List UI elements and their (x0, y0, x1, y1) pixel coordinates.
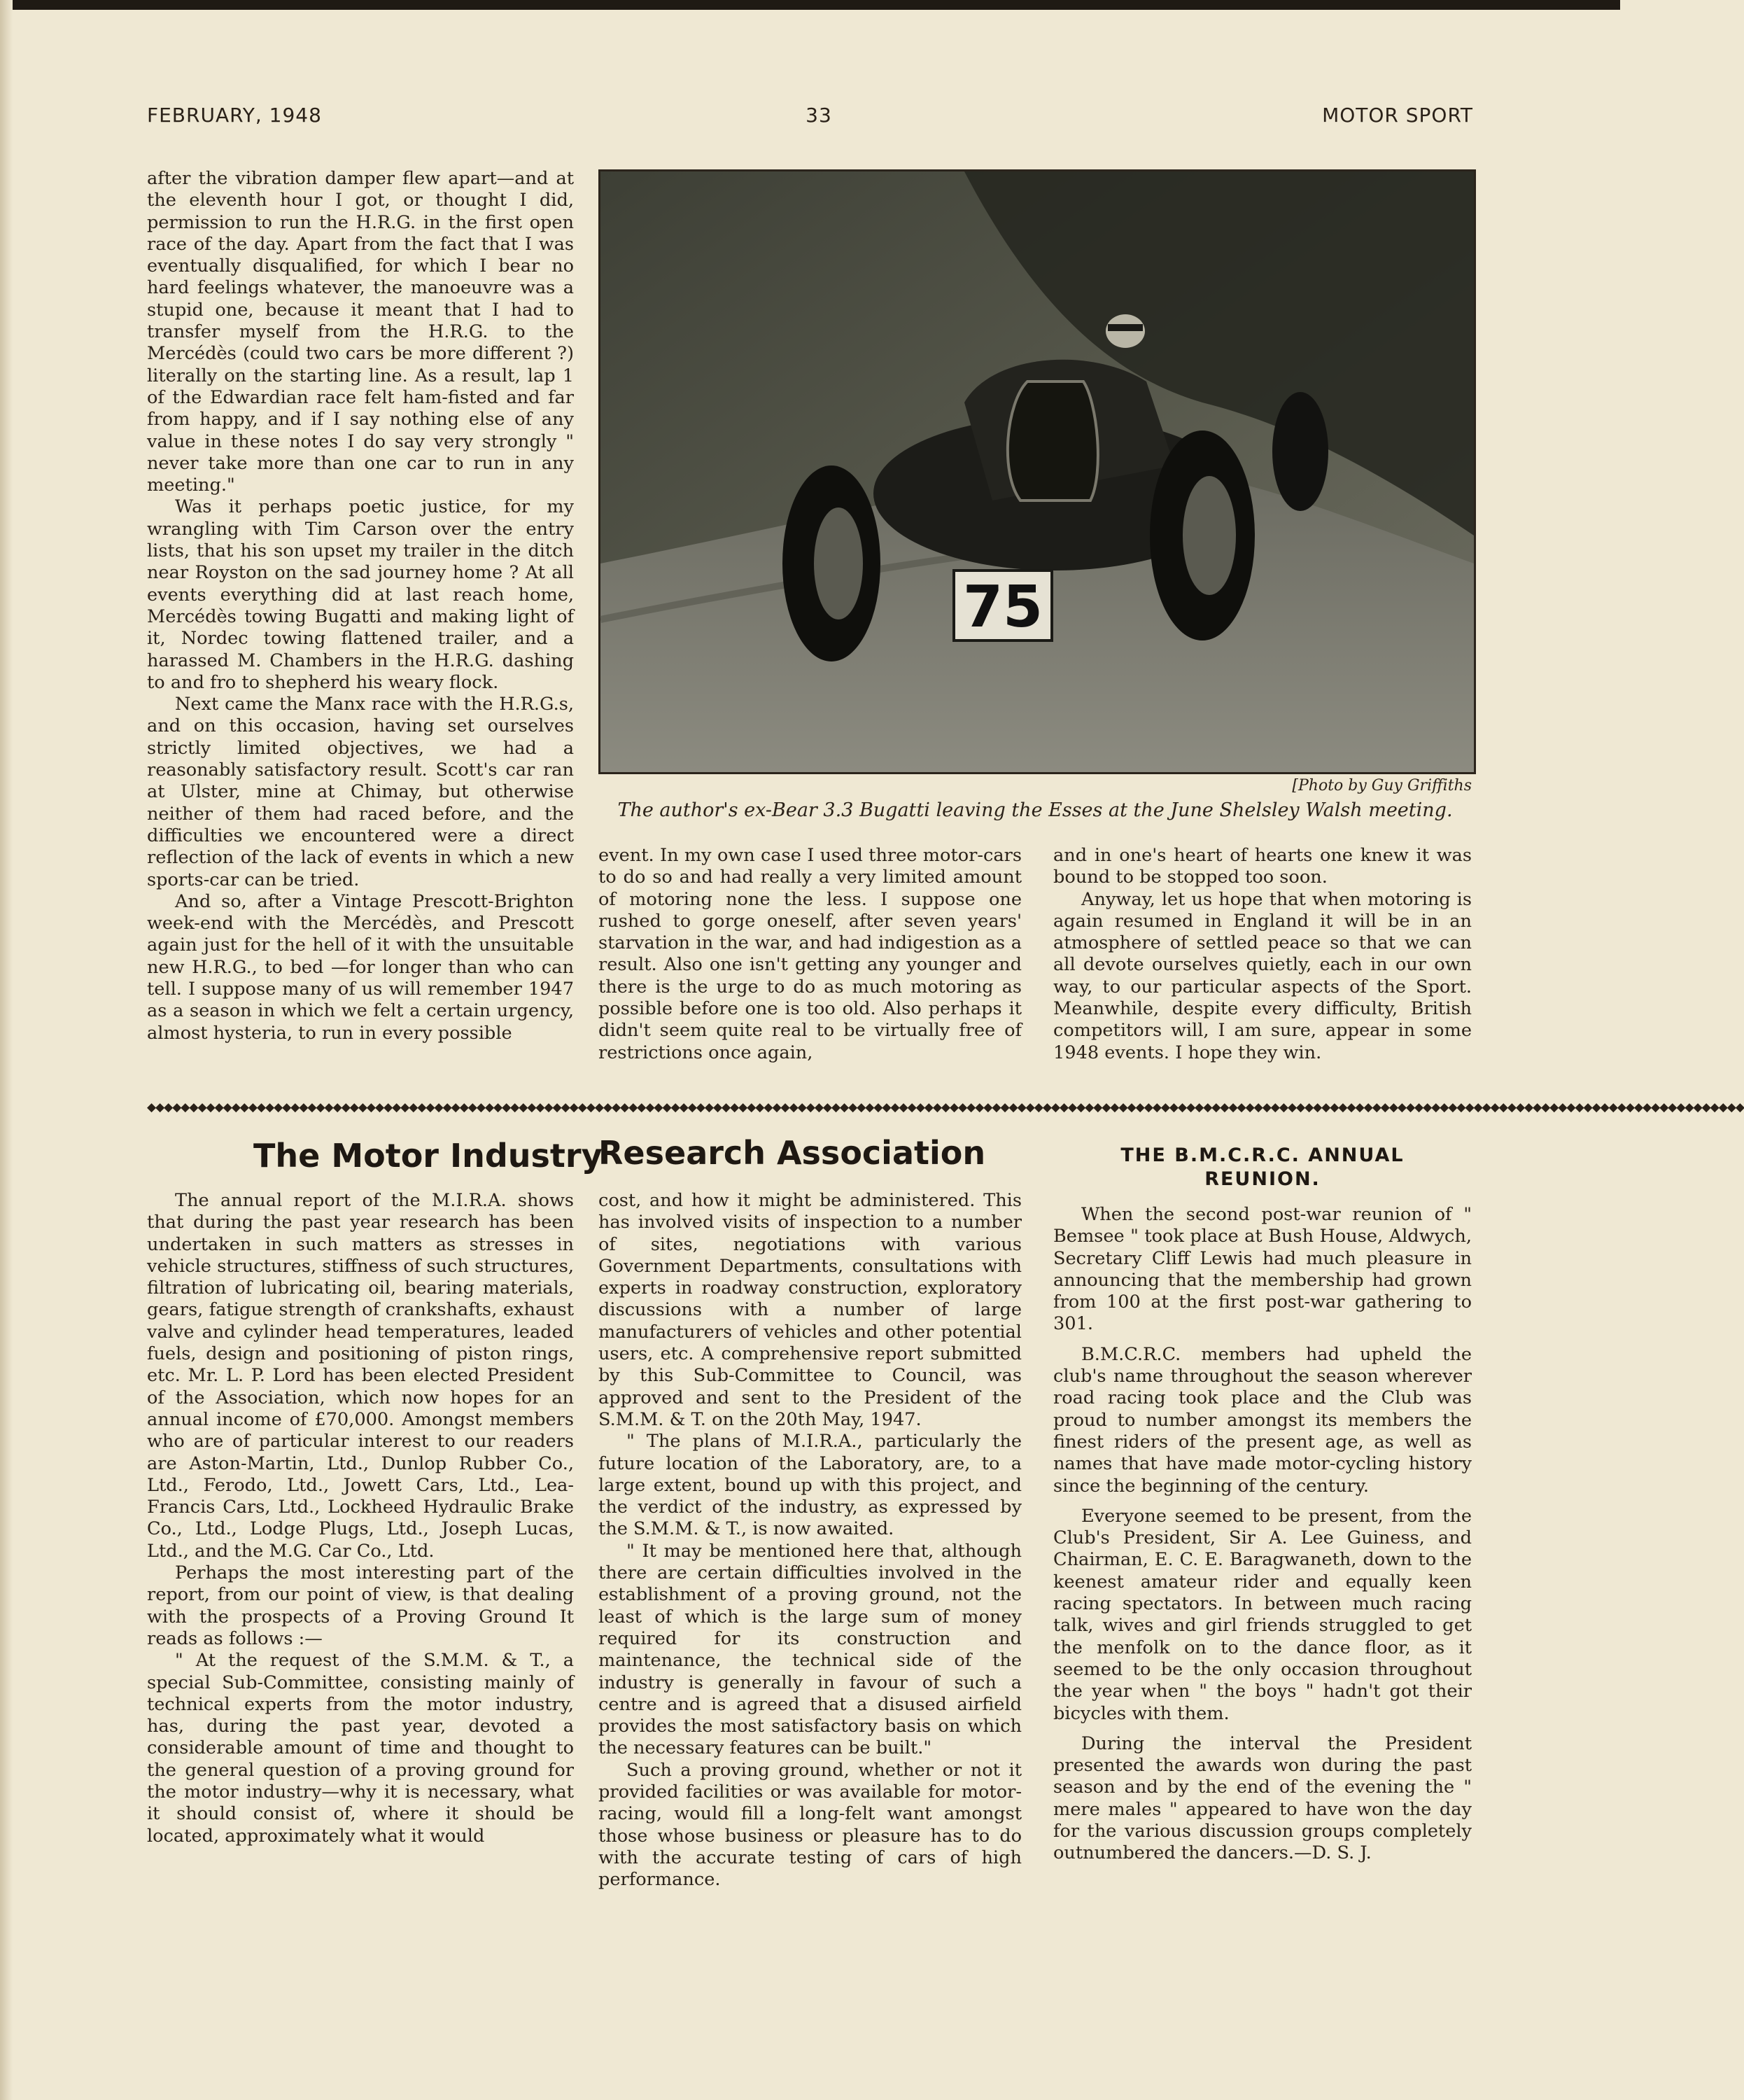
bugatti-photo (598, 169, 1476, 774)
radiator-grille (1008, 382, 1098, 500)
photo-credit: [Photo by Guy Griffiths (1292, 777, 1472, 794)
paragraph: cost, and how it might be administered. This has involved visits of inspection to a number of sites, negotiations with various Government Departments, consultations with experts in roadway construction, exploratory discussions with a number of large manufacturers of vehicles and other potential users, etc. A comprehensive report submitted by this Sub-Committee to Council, was approved and sent to the President of the S.M.M. & T. on the 20th May, 1947. (598, 1190, 1022, 1430)
paragraph: " The plans of M.I.R.A., particularly the future location of the Laboratory, are, to a large extent, bound up with this project, and the verdict of the industry, as expressed by the S.M.M. & T., is now awaited. (598, 1431, 1022, 1540)
article-top-middle-column (598, 845, 1022, 1064)
paragraph: " At the request of the S.M.M. & T., a special Sub-Committee, consisting mainly of technical experts from the motor industry, has, during the past year, devoted a considerable amount of time and thought to the general question of a proving ground for the motor industry—why it is necessary, what it should consist of, where it should be located, approximately what it would (147, 1650, 574, 1847)
header-page-number: 33 (806, 104, 832, 127)
header-date: FEBRUARY, 1948 (147, 104, 322, 127)
article-top-left-column (147, 168, 574, 1044)
paragraph: " It may be mentioned here that, although there are certain difficulties involved in the establishment of a proving ground, not the least of which is the large sum of money required for its construction and maintenance, the technical side of the industry is generally in favour of such a centre and is agreed that a disused airfield provides the most satisfactory basis on which the necessary features can be built." (598, 1540, 1022, 1759)
header-magazine-title: MOTOR SPORT (1322, 104, 1473, 127)
paragraph: event. In my own case I used three motor-cars to do so and had really a very limited amount of motoring none the less. I suppose one rushed to gorge oneself, after seven years' starvation in the war, and had indigestion as a result. Also one isn't getting any younger and there is the urge to do as much motoring as possible before one is too old. Also perhaps it didn't seem quite real to be virtually free of restrictions once again, (598, 845, 1022, 1063)
bmcrc-headline-line2: REUNION. (1204, 1168, 1321, 1190)
ornamental-rule: ◆◆◆◆◆◆◆◆◆◆◆◆◆◆◆◆◆◆◆◆◆◆◆◆◆◆◆◆◆◆◆◆◆◆◆◆◆◆◆◆◆◆◆◆◆◆◆◆◆◆◆◆◆◆◆◆◆◆◆◆◆◆◆◆◆◆◆◆◆◆◆◆◆◆◆◆◆◆◆◆◆◆◆◆◆◆◆◆◆◆◆◆◆◆◆◆◆◆◆◆◆◆◆◆◆◆◆◆◆◆◆◆◆◆◆◆◆◆◆◆◆◆◆◆◆◆◆◆◆◆◆◆◆◆◆◆◆◆◆◆◆◆◆◆◆◆◆◆◆◆◆◆◆◆◆◆◆◆◆◆◆◆◆◆◆◆◆◆◆◆◆◆◆◆◆◆◆◆◆◆◆◆◆◆◆◆◆◆◆ (147, 1100, 1744, 1114)
paragraph: after the vibration damper flew apart—and at the eleventh hour I got, or thought I did, permission to run the H.R.G. in the first open race of the day. Apart from the fact that I was eventually disqualified, for which I bear no hard feelings whatever, the manoeuvre was a stupid one, because it meant that I had to transfer myself from the H.R.G. to the Mercédès (could two cars be more different ?) literally on the starting line. As a result, lap 1 of the Edwardian race felt ham-fisted and far from happy, and if I say nothing else of any value in these notes I do say very strongly " never take more than one car to run in any meeting." (147, 168, 574, 496)
mira-left-column (147, 1190, 574, 1847)
bmcrc-column (1053, 1204, 1472, 1873)
scan-top-edge (0, 0, 1620, 10)
bmcrc-headline-line1: THE B.M.C.R.C. ANNUAL (1120, 1144, 1405, 1166)
paragraph: Such a proving ground, whether or not it provided facilities or was available for motor-racing, would fill a long-felt want amongst those whose business or pleasure has to do with the accurate testing of cars of high performance. (598, 1759, 1022, 1891)
paragraph: Next came the Manx race with the H.R.G.s, and on this occasion, having set ourselves strictly limited objectives, we had a reasonably satisfactory result. Scott's car ran at Ulster, mine at Chimay, but otherwise neither of them had raced before, and the difficulties we encountered were a direct reflection of the lack of events in which a new sports-car can be tried. (147, 694, 574, 890)
bmcrc-headline (1053, 1144, 1472, 1191)
paragraph: Anyway, let us hope that when motoring is again resumed in England it will be in an atmosphere of settled peace so that we can all devote ourselves quietly, each in our own way, to our particular aspects of the Sport. Meanwhile, despite every difficulty, British competitors will, I am sure, appear in some 1948 events. I hope they win. (1053, 888, 1472, 1063)
photo-illustration (600, 172, 1474, 772)
paragraph: The annual report of the M.I.R.A. shows that during the past year research has been undertaken in such matters as stresses in vehicle structures, stiffness of such structures, filtration of lubricating oil, bearing materials, gears, fatigue strength of crankshafts, exhaust valve and cylinder head temperatures, leaded fuels, design and positioning of piston rings, etc. Mr. L. P. Lord has been elected President of the Association, which now hopes for an annual income of £70,000. Amongst members who are of particular interest to our readers are Aston-Martin, Ltd., Dunlop Rubber Co., Ltd., Ferodo, Ltd., Jowett Cars, Ltd., Lea-Francis Cars, Ltd., Lockheed Hydraulic Brake Co., Ltd., Lodge Plugs, Ltd., Joseph Lucas, Ltd., and the M.G. Car Co., Ltd. (147, 1190, 574, 1562)
paragraph: B.M.C.R.C. members had upheld the club's name throughout the season wherever road racing took place and the Club was proud to number amongst its members the finest riders of the present age, as well as names that have made motor-cycling history since the beginning of the century. (1053, 1343, 1472, 1497)
paragraph: and in one's heart of hearts one knew it was bound to be stopped too soon. (1053, 845, 1472, 888)
mira-middle-column (598, 1190, 1022, 1891)
paragraph: Perhaps the most interesting part of the report, from our point of view, is that dealing with the prospects of a Proving Ground It reads as follows :— (147, 1562, 574, 1649)
paragraph: When the second post-war reunion of " Bemsee " took place at Bush House, Aldwych, Secretary Cliff Lewis had much pleasure in announcing that the membership had grown from 100 at the first post-war gathering to 301. (1053, 1204, 1472, 1335)
number-plate-text: 75 (962, 574, 1043, 640)
paragraph: During the interval the President presented the awards won during the past season and by the end of the evening the " mere males " appeared to have won the day for the various discussion groups completely outnumbered the dancers.—D. S. J. (1053, 1732, 1472, 1864)
article-top-right-column (1053, 845, 1472, 1064)
scan-left-edge (0, 0, 13, 2100)
paragraph: Was it perhaps poetic justice, for my wrangling with Tim Carson over the entry lists, that his son upset my trailer in the ditch near Royston on the sad journey home ? At all events everything did at last reach home, Mercédès towing Bugatti and making light of it, Nordec towing flattened trailer, and a harassed M. Chambers in the H.R.G. dashing to and fro to shepherd his weary flock. (147, 496, 574, 693)
mira-headline-part1: The Motor Industry (253, 1137, 603, 1175)
paragraph: And so, after a Vintage Prescott-Brighton week-end with the Mercédès, and Prescott again just for the hell of it with the unsuitable new H.R.G., to bed —for longer than who can tell. I suppose many of us will remember 1947 as a season in which we felt a certain urgency, almost hysteria, to run in every possible (147, 890, 574, 1044)
photo-caption: The author's ex-Bear 3.3 Bugatti leaving the Esses at the June Shelsley Walsh meeting. (617, 799, 1453, 821)
mira-headline-part2: Research Association (598, 1134, 986, 1172)
paragraph: Everyone seemed to be present, from the Club's President, Sir A. Lee Guiness, and Chairman, E. C. E. Baragwaneth, down to the keenest amateur rider and equally keen racing spectators. In between much racing talk, wives and girl friends struggled to get the menfolk on to the dance floor, as it seemed to be the only occasion throughout the year when " the boys " hadn't got their bicycles with them. (1053, 1505, 1472, 1724)
